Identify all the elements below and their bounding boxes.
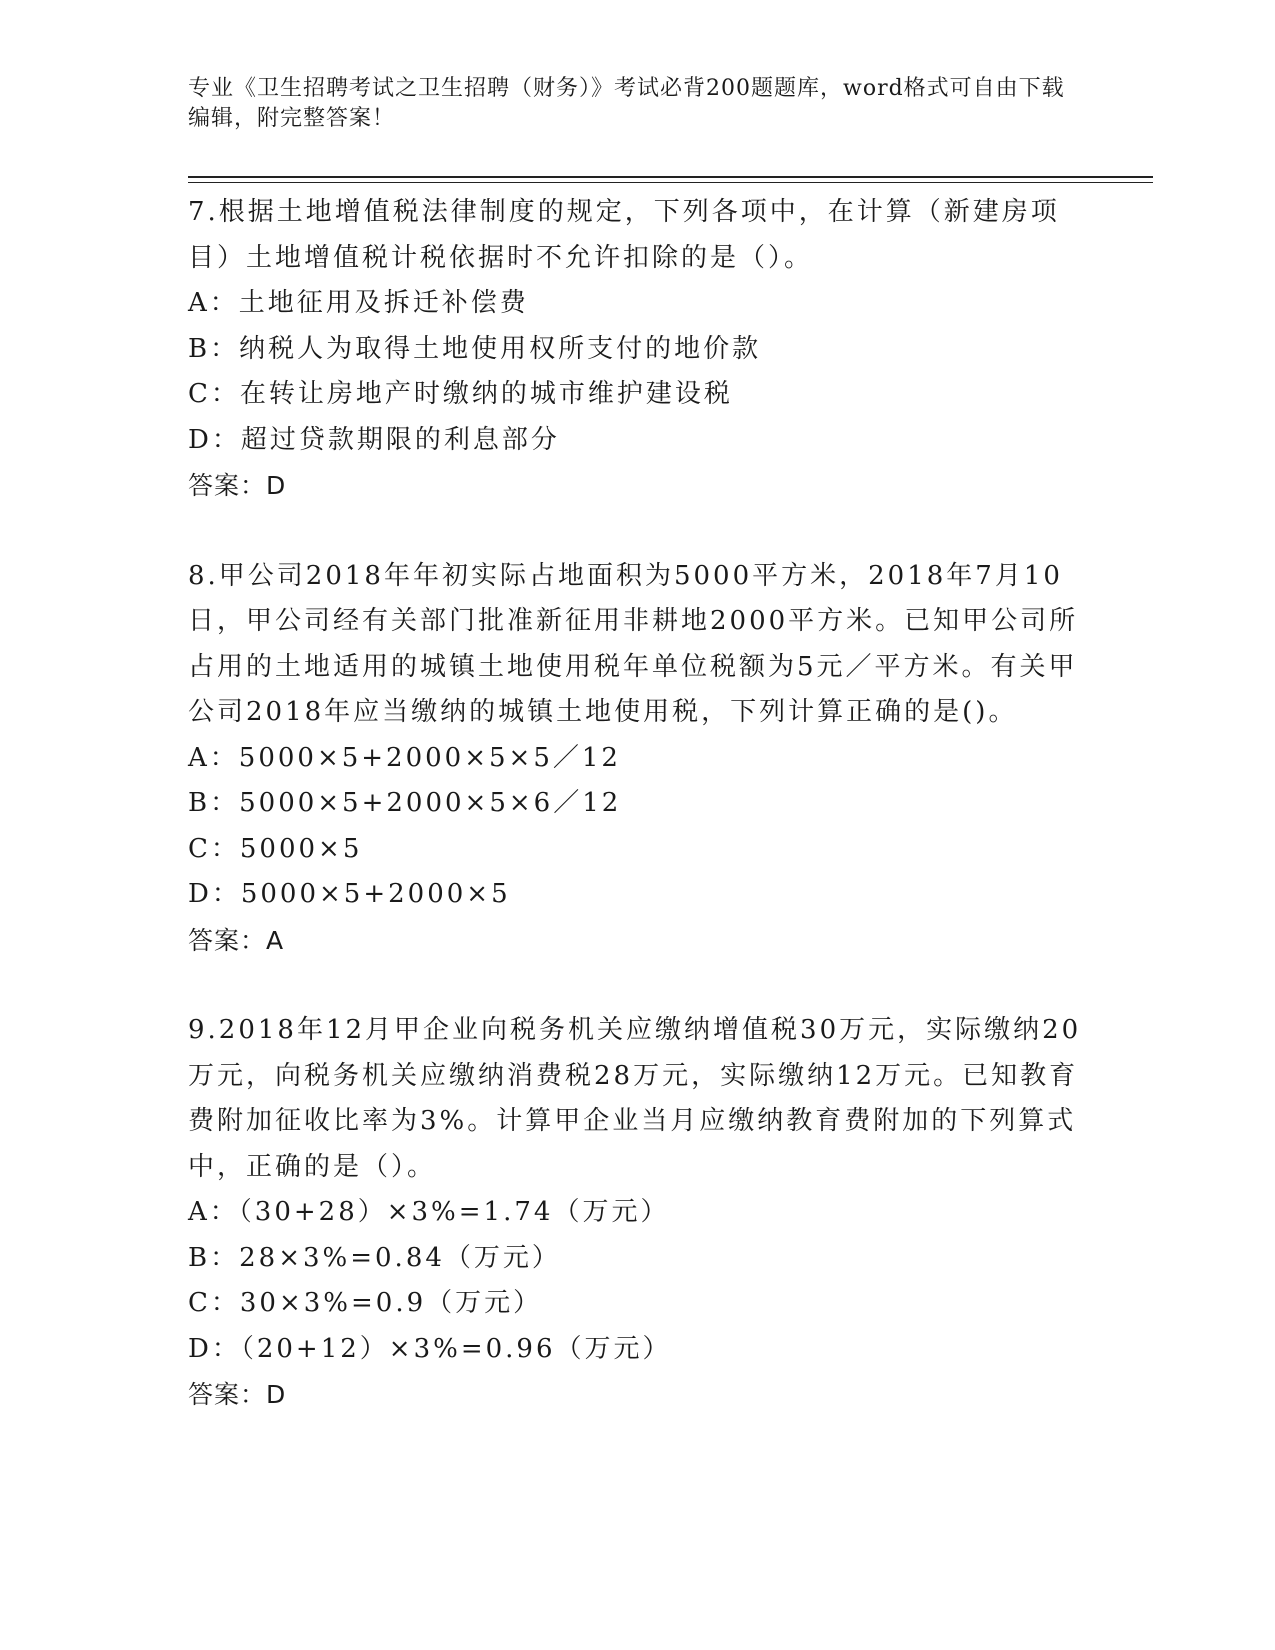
document-header: 专业《卫生招聘考试之卫生招聘（财务）》考试必背200题题库，word格式可自由下载编辑，附完整答案！ [188,76,1065,131]
question-7 [188,190,1088,509]
question-stem: 9.2018年12月甲企业向税务机关应缴纳增值税30万元，实际缴纳20万元，向税务机关应缴纳消费税28万元，实际缴纳12万元。已知教育费附加征收比率为3%。计算甲企业当月应缴纳教育费附加的下列算式中，正确的是（）。 [188,1015,1082,1182]
question-9 [188,1008,1088,1418]
option-a: A：（30+28）×3%=1.74（万元） [188,1197,670,1227]
question-8 [188,554,1088,964]
question-stem: 7.根据土地增值税法律制度的规定，下列各项中，在计算（新建房项目）土地增值税计税依据时不允许扣除的是（）。 [188,197,1060,273]
header-divider-thin [188,182,1153,183]
option-c: C：5000×5 [188,833,363,864]
question-list [188,190,1088,1463]
option-a: A：土地征用及拆迁补偿费 [188,288,529,318]
answer-line: 答案：A [188,925,285,955]
option-d: D：5000×5+2000×5 [188,879,511,909]
answer-line: 答案：D [188,471,287,500]
answer-line: 答案：D [188,1380,287,1409]
option-b: B：5000×5+2000×5×6／12 [188,788,622,818]
header-divider-thick [188,176,1153,178]
option-a: A：5000×5+2000×5×5／12 [188,742,621,773]
option-c: C：在转让房地产时缴纳的城市维护建设税 [188,379,733,409]
option-b: B：28×3%=0.84（万元） [188,1242,561,1273]
option-d: D：（20+12）×3%=0.96（万元） [188,1333,672,1364]
option-c: C：30×3%=0.9（万元） [188,1288,543,1318]
option-b: B：纳税人为取得土地使用权所支付的地价款 [188,333,762,364]
question-stem: 8.甲公司2018年年初实际占地面积为5000平方米，2018年7月10日，甲公司经有关部门批准新征用非耕地2000平方米。已知甲公司所占用的土地适用的城镇土地使用税年单位税额为5元／平方米。有关甲公司2018年应当缴纳的城镇土地使用税，下列计算正确的是()。 [188,560,1079,727]
option-d: D：超过贷款期限的利息部分 [188,424,560,455]
